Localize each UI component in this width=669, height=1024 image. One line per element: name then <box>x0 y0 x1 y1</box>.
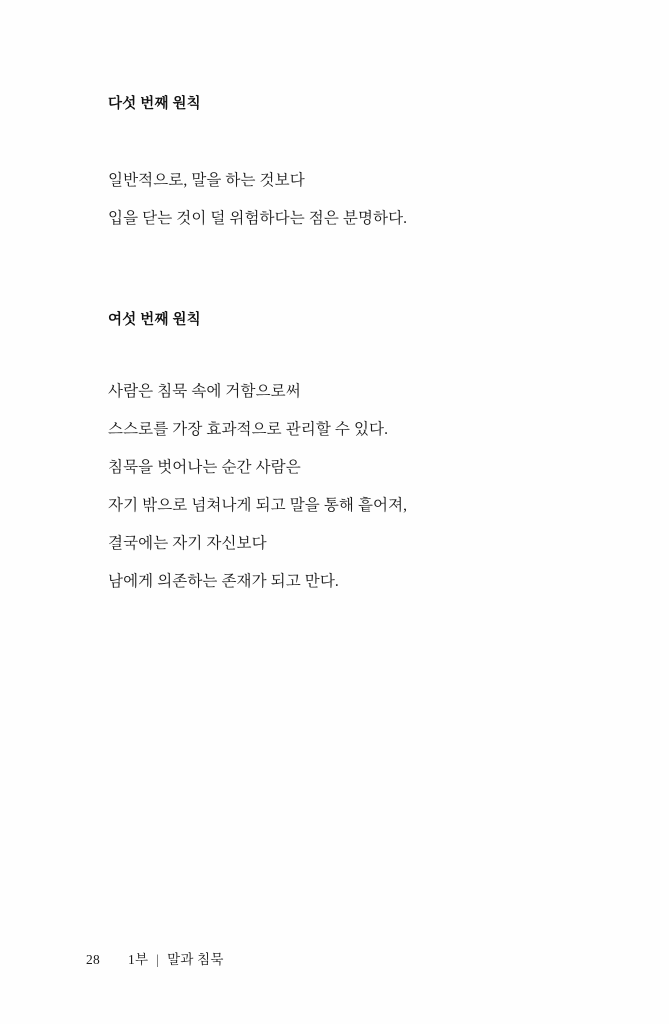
section-fifth-principle <box>108 94 573 238</box>
section-sixth-principle <box>108 310 573 602</box>
page-content <box>108 94 573 601</box>
footer-separator: | <box>156 952 160 967</box>
body-line: 침묵을 벗어나는 순간 사람은 <box>108 459 301 477</box>
body-line: 일반적으로, 말을 하는 것보다 <box>108 171 305 189</box>
page-footer <box>86 948 224 968</box>
body-line: 입을 닫는 것이 덜 위험하다는 점은 분명하다. <box>108 209 408 227</box>
body-line: 스스로를 가장 효과적으로 관리할 수 있다. <box>108 421 389 439</box>
body-line: 결국에는 자기 자신보다 <box>108 535 267 553</box>
body-line: 남에게 의존하는 존재가 되고 만다. <box>108 573 339 591</box>
body-line: 자기 밖으로 넘쳐나게 되고 말을 통해 흩어져, <box>108 497 408 515</box>
section-body-sixth <box>108 373 573 601</box>
section-body-fifth <box>108 162 573 238</box>
footer-page-number: 28 <box>86 952 100 967</box>
body-line: 사람은 침묵 속에 거함으로써 <box>108 383 301 401</box>
section-heading-fifth: 다섯 번째 원칙 <box>108 96 201 112</box>
section-heading-sixth: 여섯 번째 원칙 <box>108 311 201 328</box>
footer-chapter-title: 말과 침묵 <box>167 952 224 967</box>
footer-part-label: 1부 <box>128 952 149 967</box>
